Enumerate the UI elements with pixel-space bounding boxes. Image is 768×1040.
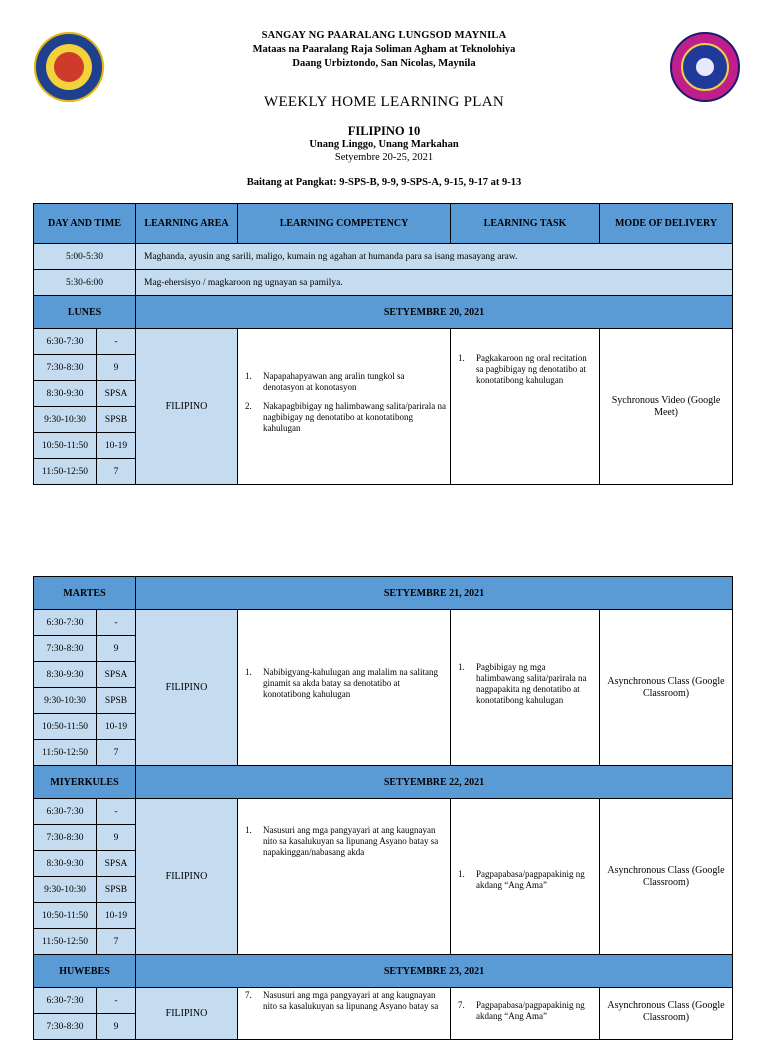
general-row	[34, 270, 733, 296]
slot-time: 7:30-8:30	[34, 1014, 97, 1040]
slot-section: -	[97, 799, 136, 825]
slot-time: 8:30-9:30	[34, 381, 97, 407]
competency-cell	[238, 610, 451, 766]
col-learning-area: LEARNING AREA	[136, 204, 238, 244]
time-slot-row	[34, 799, 733, 825]
task-item: 7. Pagpapabasa/pagpapakinig ng akdang “Ang Ama”	[458, 1000, 585, 1021]
competency-item: 2. Nakapagbibigay ng halimbawang salita/parirala na nagbibigay ng denotatibo at konotatibong kahulugan	[245, 401, 446, 433]
general-row	[34, 244, 733, 270]
competency-item: 7. Nasusuri ang mga pangyayari at ang kaugnayan nito sa kasalukuyan sa lipunang Asyano batay sa	[245, 990, 439, 1011]
plan-table-2	[33, 576, 733, 1040]
slot-section: SPSA	[97, 851, 136, 877]
subject-title: FILIPINO 10	[347, 124, 421, 138]
slot-time: 9:30-10:30	[34, 688, 97, 714]
day-header-row	[34, 296, 733, 329]
task-item: 1. Pagkakaroon ng oral recitation sa pagbibigay ng denotatibo at konotatibong kahulugan	[458, 353, 587, 385]
slot-section: SPSA	[97, 381, 136, 407]
learning-area: FILIPINO	[136, 329, 238, 485]
slot-time: 6:30-7:30	[34, 329, 97, 355]
slot-time: 11:50-12:50	[34, 459, 97, 485]
col-learning-competency: LEARNING COMPETENCY	[238, 204, 451, 244]
slot-time: 6:30-7:30	[34, 610, 97, 636]
general-text: Maghanda, ayusin ang sarili, maligo, kumain ng agahan at humanda para sa isang masayang araw.	[136, 244, 733, 270]
competency-item: 1. Nabibigyang-kahulugan ang malalim na salitang ginamit sa akda batay sa denotatibo at konotatibong kahulugan	[245, 667, 438, 699]
slot-section: -	[97, 988, 136, 1014]
slot-time: 8:30-9:30	[34, 662, 97, 688]
task-cell	[451, 799, 600, 955]
col-day-and-time: DAY AND TIME	[34, 204, 136, 244]
day-date: SETYEMBRE 22, 2021	[136, 766, 733, 799]
day-date: SETYEMBRE 23, 2021	[136, 955, 733, 988]
slot-time: 6:30-7:30	[34, 988, 97, 1014]
mode-of-delivery: Asynchronous Class (Google Classroom)	[600, 988, 733, 1040]
header-school: Mataas na Paaralang Raja Soliman Agham at Teknolohiya	[252, 44, 516, 55]
col-mode-of-delivery: MODE OF DELIVERY	[600, 204, 733, 244]
day-label: LUNES	[34, 296, 136, 329]
slot-section: 9	[97, 636, 136, 662]
slot-section: 10-19	[97, 903, 136, 929]
competency-cell	[238, 799, 451, 955]
header-org: SANGAY NG PAARALANG LUNGSOD MAYNILA	[261, 30, 507, 41]
date-range: Setyembre 20-25, 2021	[334, 152, 434, 163]
grade-sections: Baitang at Pangkat: 9-SPS-B, 9-9, 9-SPS-A, 9-15, 9-17 at 9-13	[246, 177, 522, 188]
slot-time: 7:30-8:30	[34, 355, 97, 381]
day-header-row	[34, 955, 733, 988]
task-cell	[451, 988, 600, 1040]
day-header-row	[34, 766, 733, 799]
time-slot-row	[34, 329, 733, 355]
day-header-row	[34, 577, 733, 610]
time-slot-row	[34, 610, 733, 636]
task-cell	[451, 329, 600, 485]
competency-item: 1. Napapahapyawan ang aralin tungkol sa denotasyon at konotasyon	[245, 371, 405, 392]
time-slot-row	[34, 988, 733, 1014]
slot-section: 7	[97, 459, 136, 485]
slot-section: SPSA	[97, 662, 136, 688]
task-cell	[451, 610, 600, 766]
mode-of-delivery: Sychronous Video (Google Meet)	[600, 329, 733, 485]
day-label: MARTES	[34, 577, 136, 610]
general-time: 5:00-5:30	[34, 244, 136, 270]
slot-time: 10:50-11:50	[34, 433, 97, 459]
task-item: 1. Pagbibigay ng mga halimbawang salita/parirala na nagpapakita ng denotatibo at konotatibong kahulugan	[458, 661, 587, 705]
slot-time: 7:30-8:30	[34, 825, 97, 851]
mode-of-delivery: Asynchronous Class (Google Classroom)	[600, 610, 733, 766]
learning-area: FILIPINO	[136, 610, 238, 766]
competency-cell	[238, 329, 451, 485]
slot-time: 7:30-8:30	[34, 636, 97, 662]
day-date: SETYEMBRE 21, 2021	[136, 577, 733, 610]
slot-section: SPSB	[97, 407, 136, 433]
competency-item: 1. Nasusuri ang mga pangyayari at ang kaugnayan nito sa kasalukuyan sa lipunang Asyano batay sa napakinggan/nabasang akda	[245, 825, 439, 857]
day-date: SETYEMBRE 20, 2021	[136, 296, 733, 329]
slot-section: -	[97, 329, 136, 355]
slot-time: 11:50-12:50	[34, 929, 97, 955]
slot-section: 9	[97, 1014, 136, 1040]
slot-time: 9:30-10:30	[34, 877, 97, 903]
slot-section: 7	[97, 740, 136, 766]
slot-time: 8:30-9:30	[34, 851, 97, 877]
slot-section: 10-19	[97, 433, 136, 459]
slot-section: 10-19	[97, 714, 136, 740]
day-label: HUWEBES	[34, 955, 136, 988]
page-title: WEEKLY HOME LEARNING PLAN	[264, 94, 504, 110]
document-header	[0, 0, 768, 200]
slot-time: 6:30-7:30	[34, 799, 97, 825]
day-label: MIYERKULES	[34, 766, 136, 799]
slot-section: 9	[97, 825, 136, 851]
general-time: 5:30-6:00	[34, 270, 136, 296]
learning-area: FILIPINO	[136, 988, 238, 1040]
slot-section: SPSB	[97, 877, 136, 903]
slot-time: 10:50-11:50	[34, 903, 97, 929]
header-address: Daang Urbiztondo, San Nicolas, Maynila	[292, 58, 476, 69]
mode-of-delivery: Asynchronous Class (Google Classroom)	[600, 799, 733, 955]
week-label: Unang Linggo, Unang Markahan	[309, 139, 459, 150]
table-header-row	[34, 204, 733, 244]
slot-section: 7	[97, 929, 136, 955]
task-item: 1. Pagpapabasa/pagpapakinig ng akdang “Ang Ama”	[458, 869, 585, 890]
col-learning-task: LEARNING TASK	[451, 204, 600, 244]
slot-section: SPSB	[97, 688, 136, 714]
slot-time: 9:30-10:30	[34, 407, 97, 433]
learning-area: FILIPINO	[136, 799, 238, 955]
plan-table-1	[33, 203, 733, 485]
competency-cell	[238, 988, 451, 1040]
slot-time: 11:50-12:50	[34, 740, 97, 766]
slot-time: 10:50-11:50	[34, 714, 97, 740]
slot-section: -	[97, 610, 136, 636]
general-text: Mag-ehersisyo / magkaroon ng ugnayan sa pamilya.	[136, 270, 733, 296]
slot-section: 9	[97, 355, 136, 381]
